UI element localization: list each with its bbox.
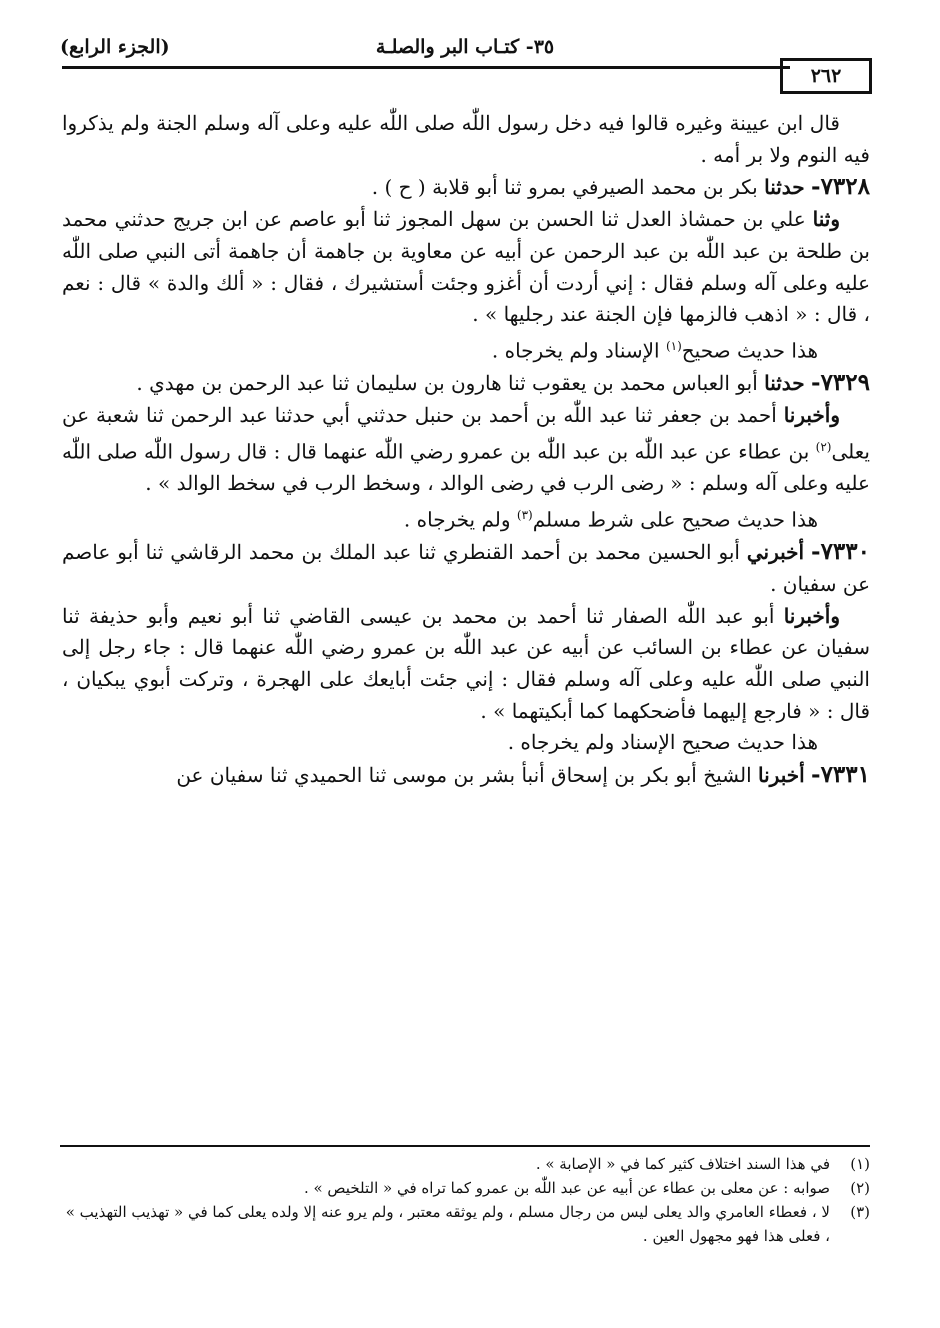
hadith-number: ٧٣٣١- xyxy=(811,761,870,789)
main-text xyxy=(62,108,870,792)
hadith-number: ٧٣٢٩- xyxy=(811,369,870,397)
grading-line xyxy=(62,500,870,536)
volume-label: (الجزء الرابع) xyxy=(60,36,170,58)
hadith-text: أبو العباس محمد بن يعقوب ثنا هارون بن سليمان ثنا عبد الرحمن بن مهدي . xyxy=(136,371,758,396)
footnote xyxy=(62,1152,870,1176)
grading-text: هذا حديث صحيح xyxy=(681,338,818,363)
grading-line xyxy=(62,331,870,367)
hadith-7331 xyxy=(62,759,870,792)
paragraph-text: أبو عبد اللّٰه الصفار ثنا أحمد بن محمد بن عيسى القاضي ثنا أبو نعيم وأبو حذيفة ثنا سفيان عن عطاء بن السائب عن أبيه عن عبد اللّٰه بن عمرو رضي اللّٰه عنهما قال : جاء رجل إلى النبي صلى اللّٰه عليه وعلى آله وسلم فقال : إني جئت أبايعك على الهجرة ، وتركت أبوي يبكيان ، قال : « فارجع إليهما فأضحكهما كما أبكيتهما » . xyxy=(62,603,870,723)
narration-keyword: وأخبرنا xyxy=(783,402,840,427)
hadith-7329 xyxy=(62,367,870,400)
chapter-title: ٣٥- كتـاب البر والصلـة xyxy=(375,36,555,58)
hadith-text: الشيخ أبو بكر بن إسحاق أنبأ بشر بن موسى ثنا الحميدي ثنا سفيان عن xyxy=(176,763,752,788)
footnotes xyxy=(62,1152,870,1248)
footnote-mark: (٣) xyxy=(850,1203,870,1221)
narration-keyword: أخبرني xyxy=(746,540,805,565)
paragraph xyxy=(62,400,870,500)
paragraph-text: بن عطاء عن عبد اللّٰه بن عبد اللّٰه بن عمرو رضي اللّٰه عنهما قال : قال رسول اللّٰه صلى اللّٰه عليه وعلى آله وسلم : « رضى الرب في رضى الوالد ، وسخط الرب في سخط الوالد » . xyxy=(62,439,870,496)
footnote-mark: (١) xyxy=(850,1155,870,1173)
narration-keyword: حدثنا xyxy=(764,371,805,396)
hadith-text: أبو الحسين محمد بن أحمد القنطري ثنا عبد الملك بن محمد الرقاشي ثنا أبو عاصم عن سفيان . xyxy=(62,540,870,596)
hadith-number: ٧٣٢٨- xyxy=(811,173,870,201)
narration-keyword: وثنا xyxy=(812,207,841,232)
grading-text: الإسناد ولم يخرجاه . xyxy=(491,338,660,363)
page-header xyxy=(60,32,870,68)
page-number: ٢٦٢ xyxy=(780,58,872,94)
footnote-text: لا ، فعطاء العامري والد يعلى ليس من رجال مسلم ، ولم يوثقه معتبر ، ولم يرو عنه إلا ولده يعلى كما في « تهذيب التهذيب » ، فعلى هذا فهو مجهول العين . xyxy=(65,1203,830,1245)
grading-line: هذا حديث صحيح الإسناد ولم يخرجاه . xyxy=(507,730,818,755)
paragraph-text: أحمد بن جعفر ثنا عبد اللّٰه بن أحمد بن حنبل حدثني أبي حدثنا عبد الرحمن ثنا شعبة عن يعلى xyxy=(62,402,870,464)
hadith-7330 xyxy=(62,536,870,600)
paragraph-text: علي بن حمشاذ العدل ثنا الحسن بن سهل المجوز ثنا أبو عاصم عن ابن جريج حدثني محمد بن طلحة بن عبد اللّٰه بن عبد الرحمن عن أبيه عن معاوية بن جاهمة أن جاهمة أتى النبي صلى اللّٰه عليه وعلى آله وسلم فقال : إني أردت أن أغزو وجئت أستشيرك ، فقال : « ألك والدة » قال : نعم ، قال : « اذهب فالزمها فإن الجنة عند رجليها » . xyxy=(62,207,870,327)
hadith-7328 xyxy=(62,171,870,204)
footnote-separator xyxy=(60,1145,870,1147)
footnote xyxy=(62,1200,870,1248)
footnote-text: صوابه : عن معلى بن عطاء عن أبيه عن عبد اللّٰه بن عمرو كما تراه في « التلخيص » . xyxy=(303,1179,830,1197)
footnote-mark: (٢) xyxy=(850,1179,870,1197)
narration-keyword: وأخبرنا xyxy=(783,603,840,628)
footnote xyxy=(62,1176,870,1200)
narration-keyword: أخبرنا xyxy=(758,763,805,788)
footnote-ref: (١) xyxy=(665,338,682,353)
hadith-text: بكر بن محمد الصيرفي بمرو ثنا أبو قلابة ( ح ) . xyxy=(371,175,758,200)
paragraph xyxy=(62,204,870,331)
footnote-ref: (٣) xyxy=(516,507,533,522)
paragraph xyxy=(62,601,870,728)
footnote-text: في هذا السند اختلاف كثير كما في « الإصابة » . xyxy=(535,1155,830,1173)
grading-text: هذا حديث صحيح على شرط مسلم xyxy=(532,507,818,532)
header-rule xyxy=(62,66,790,69)
narration-keyword: حدثنا xyxy=(764,175,805,200)
paragraph: قال ابن عيينة وغيره قالوا فيه دخل رسول اللّٰه صلى اللّٰه عليه وعلى آله وسلم الجنة ولم يذكروا فيه النوم ولا بر أمه . xyxy=(62,111,870,167)
footnote-ref: (٢) xyxy=(815,439,832,454)
grading-text: ولم يخرجاه . xyxy=(403,507,511,532)
hadith-number: ٧٣٣٠- xyxy=(811,538,870,566)
